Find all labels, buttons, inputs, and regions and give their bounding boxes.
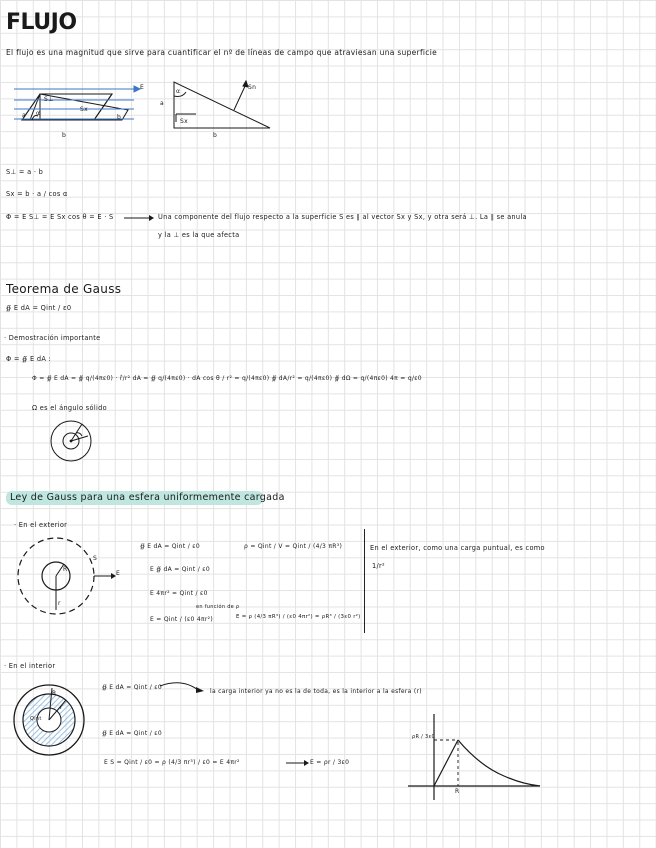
ext-rho: ρ = Qint / V = Qint / (4/3 πR³)	[244, 543, 343, 550]
demo-equation: Φ = ∯ E dA = ∯ q/(4πε0) · r̂/r² dA = ∯ q/(4πε0) · dA cos θ / r² = q/(4πε0) ∯ dA/r² = q/(4πε0) ∯ dΩ = q/(4πε0) 4π = q/ε0	[32, 375, 422, 382]
exterior-sphere-figure	[12, 534, 128, 618]
exterior-label: · En el exterior	[14, 521, 68, 529]
int-radius-r-label: R	[52, 690, 57, 697]
ext-eq1: ∯ E dA = Qint / ε0	[140, 543, 200, 550]
triangle-sx-label: Sx	[180, 118, 188, 125]
int-eq1: ∯ E dA = Qint / ε0	[102, 684, 162, 691]
field-e-ext-label: E	[116, 570, 121, 577]
field-e-label: E	[140, 84, 145, 91]
triangle-alpha-label: α	[176, 88, 181, 95]
page-title: FLUJO	[6, 10, 77, 35]
int-eq3: E S = Qint / ε0 = ρ (4/3 πr³) / ε0 = E 4πr²	[104, 759, 240, 766]
sx-label: Sx	[80, 106, 88, 113]
ext-result: E = ρ (4/3 πR³) / (ε0 4πr²) = ρR³ / (3ε0 r²)	[236, 614, 361, 620]
ext-note-line1: En el exterior, como una carga puntual, es como	[370, 544, 545, 552]
divider-line	[364, 529, 365, 633]
graph-y-label: ρR / 3ε0	[412, 734, 435, 740]
surface-s-label: S	[93, 555, 98, 562]
omega-label: Ω es el ángulo sólido	[32, 404, 107, 412]
intro-text: El flujo es una magnitud que sirve para cuantificar el nº de líneas de campo que atraviesan una superficie	[6, 48, 437, 57]
arrow-icon	[124, 214, 154, 222]
curved-arrow-icon	[160, 680, 210, 696]
demo-label: · Demostración importante	[4, 334, 101, 342]
result-arrow-icon	[286, 759, 310, 767]
triangle-b-label: b	[213, 132, 218, 139]
s-perp-label: S⊥	[44, 96, 54, 103]
eq-s-perp: S⊥ = a · b	[6, 168, 44, 176]
ext-note-line2: 1/r²	[372, 562, 385, 570]
field-graph	[408, 714, 544, 804]
ext-eq4: E = Qint / (ε0 4πr²)	[150, 616, 213, 623]
ext-eq2: E ∯ dA = Qint / ε0	[150, 566, 210, 573]
sn-label: Sn	[248, 84, 257, 91]
alpha-label: α	[36, 110, 41, 117]
int-distance-r-label: r	[60, 704, 63, 711]
gauss-equation: ∯ E dA = Qint / ε0	[6, 304, 72, 312]
eq-sx: Sx = b · a / cos α	[6, 190, 68, 198]
interior-label: · En el interior	[4, 662, 56, 670]
triangle-a-label: a	[160, 100, 164, 107]
distance-r-label: r	[58, 600, 61, 607]
int-eq2: ∯ E dA = Qint / ε0	[102, 730, 162, 737]
ext-in-terms: en función de ρ	[196, 604, 240, 610]
eq-flux: Φ = E S⊥ = E Sx cos θ = E · S	[6, 213, 114, 221]
ext-eq3: E 4πr² = Qint / ε0	[150, 590, 208, 597]
phi-definition: Φ = ∯ E dA :	[6, 355, 52, 363]
solid-angle-figure	[48, 418, 94, 464]
side-a-label: a	[22, 112, 26, 119]
side-b-right-label: b	[117, 114, 122, 121]
graph-x-label: R	[455, 788, 460, 795]
int-result: E = ρr / 3ε0	[310, 759, 350, 766]
gauss-title: Teorema de Gauss	[6, 282, 122, 296]
radius-r-label: R	[63, 566, 68, 573]
int-note: la carga interior ya no es la de toda, es la interior a la esfera (r)	[210, 688, 422, 695]
flux-note-line2: y la ⊥ es la que afecta	[158, 231, 240, 239]
flux-note-line1: Una componente del flujo respecto a la superficie S es ∥ al vector Sx y Sx, y otra será ⊥. La ∥ se anula	[158, 213, 527, 221]
qint-label: Qint	[30, 716, 42, 722]
side-b-label: b	[62, 132, 67, 139]
section2-title: Ley de Gauss para una esfera uniformemente cargada	[10, 492, 285, 503]
